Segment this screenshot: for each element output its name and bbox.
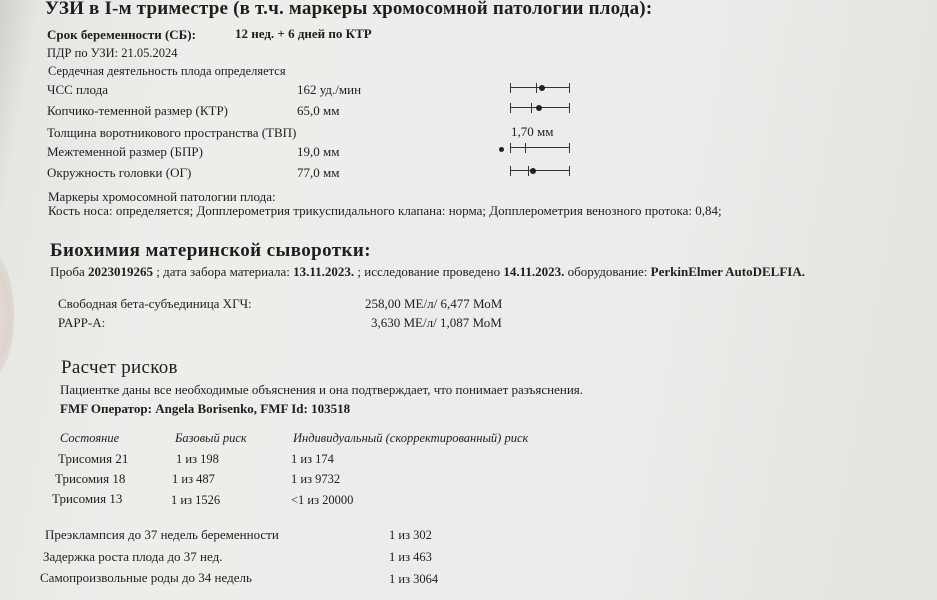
- term-label: Срок беременности (СБ):: [47, 27, 196, 42]
- table-header-individual: Индивидуальный (скорректированный) риск: [293, 431, 529, 445]
- markers-heading: Маркеры хромосомной патологии плода:: [48, 189, 276, 204]
- probe-part: Проба: [50, 264, 89, 279]
- measurement-label: Копчико-теменной размер (КТР): [47, 103, 228, 118]
- heart-activity: Сердечная деятельность плода определяется: [48, 64, 286, 78]
- biochem-title: Биохимия материнской сыворотки:: [50, 240, 371, 261]
- measurement-value: 19,0 мм: [297, 144, 340, 159]
- measurement-value: 65,0 мм: [297, 103, 340, 118]
- risks-title: Расчет рисков: [61, 357, 178, 378]
- table-header-base: Базовый риск: [175, 431, 247, 445]
- biochem-label: Свободная бета-субъединица ХГЧ:: [58, 296, 252, 311]
- bpd-scale-bar: [510, 143, 570, 153]
- table-row-individual: <1 из 20000: [291, 493, 354, 507]
- measurement-label: Толщина воротникового пространства (ТВП): [47, 125, 297, 140]
- pdr-date: ПДР по УЗИ: 21.05.2024: [47, 46, 178, 60]
- table-row-condition: Трисомия 13: [52, 491, 123, 506]
- page-title: УЗИ в I-м триместре (в т.ч. маркеры хромосомной патологии плода):: [45, 0, 653, 19]
- biochem-value: 258,00 МЕ/л/ 6,477 МоМ: [365, 296, 503, 311]
- measurement-value: 162 уд./мин: [297, 82, 362, 97]
- finger-shadow: [0, 255, 14, 375]
- measurement-label: ЧСС плода: [47, 82, 108, 97]
- measurement-label: Окружность головки (ОГ): [47, 165, 192, 180]
- probe-part: ; исследование проведено: [354, 264, 504, 279]
- table-row-condition: Трисомия 21: [58, 451, 129, 466]
- hr-scale-bar: [510, 83, 570, 93]
- table-row-base: 1 из 487: [172, 472, 215, 486]
- table-row-base: 1 из 198: [176, 452, 219, 466]
- markers-line: Кость носа: определяется; Допплерометрия трикуспидального клапана: норма; Допплерометрия венозного протока: 0,84;: [48, 203, 722, 218]
- table-row-individual: 1 из 174: [291, 452, 334, 466]
- bpd-outside-marker: [499, 147, 504, 152]
- crl-scale-bar: [510, 103, 570, 113]
- probe-line: [50, 264, 805, 280]
- other-risk-label: Самопроизвольные роды до 34 недель: [40, 570, 252, 585]
- test-date: 14.11.2023.: [503, 264, 565, 279]
- hc-scale-bar: [510, 166, 570, 176]
- biochem-label: PAPP-A:: [58, 315, 106, 330]
- table-header-condition: Состояние: [60, 431, 120, 445]
- table-row-condition: Трисомия 18: [55, 471, 126, 486]
- probe-number: 2023019265: [88, 264, 154, 279]
- measurement-label: Межтеменной размер (БПР): [47, 144, 203, 159]
- biochem-value: 3,630 МЕ/л/ 1,087 МоМ: [371, 315, 502, 330]
- other-risk-label: Преэклампсия до 37 недель беременности: [45, 527, 279, 542]
- other-risk-value: 1 из 463: [389, 550, 432, 564]
- table-row-base: 1 из 1526: [171, 493, 221, 507]
- collection-date: 13.11.2023.: [293, 264, 355, 279]
- other-risk-value: 1 из 302: [389, 528, 432, 542]
- term-value: 12 нед. + 6 дней по КТР: [235, 26, 372, 41]
- table-row-individual: 1 из 9732: [291, 472, 341, 486]
- probe-part: оборудование:: [564, 264, 651, 279]
- equipment-name: PerkinElmer AutoDELFIA.: [650, 264, 805, 279]
- measurement-value: 77,0 мм: [297, 165, 340, 180]
- other-risk-label: Задержка роста плода до 37 нед.: [43, 549, 223, 564]
- other-risk-value: 1 из 3064: [389, 572, 439, 586]
- risks-note: Пациентке даны все необходимые объяснения и она подтверждает, что понимает разъяснения.: [60, 382, 584, 397]
- probe-part: ; дата забора материала:: [153, 264, 294, 279]
- fmf-operator: FMF Оператор: Angela Borisenko, FMF Id: 103518: [60, 401, 351, 416]
- measurement-value: 1,70 мм: [511, 124, 554, 139]
